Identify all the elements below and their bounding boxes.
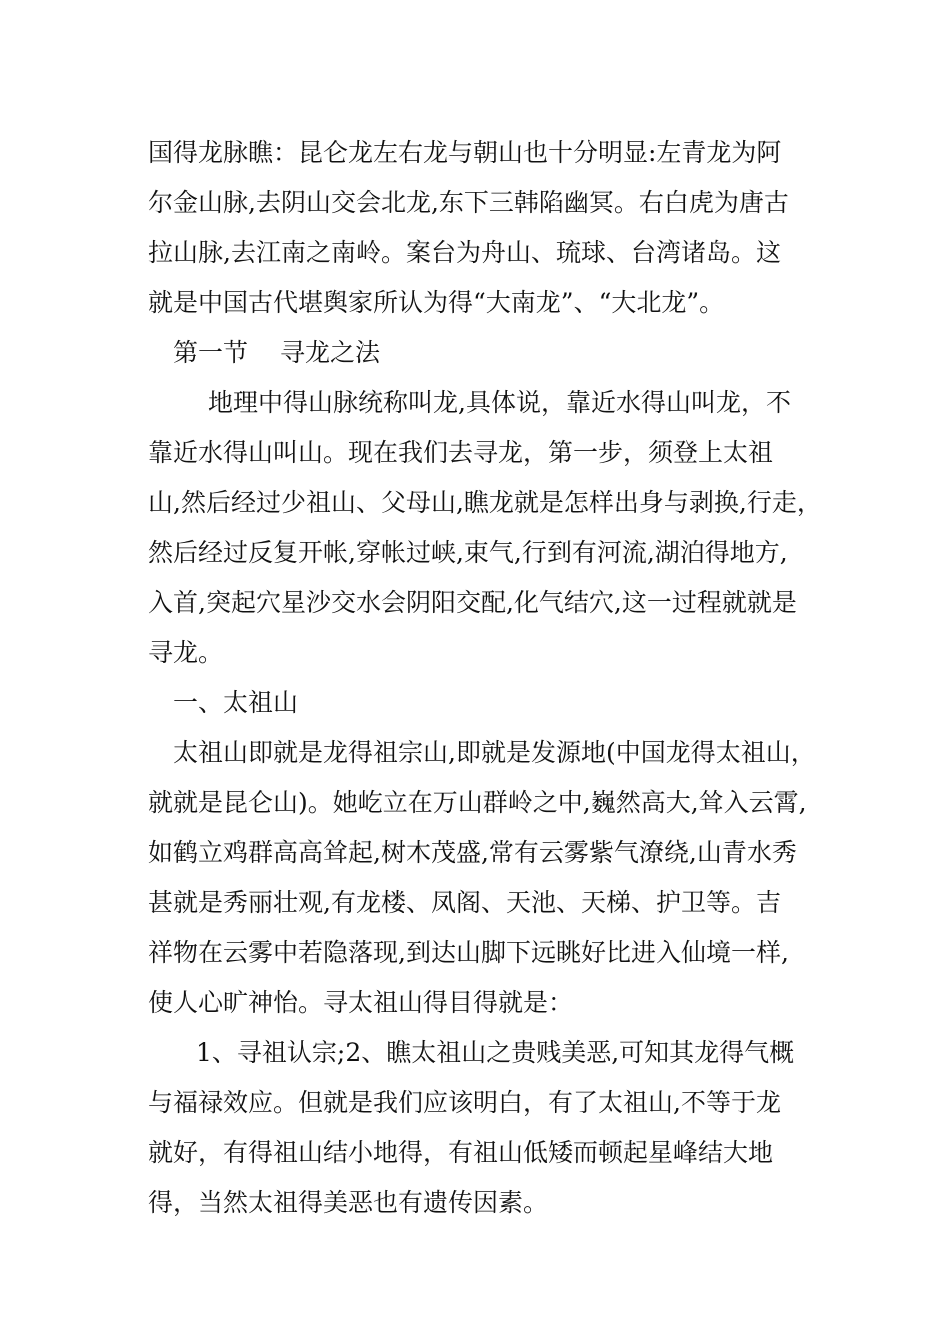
- section-title: 寻龙之法: [280, 338, 381, 367]
- text-line: 山,然后经过少祖山、父母山,瞧龙就是怎样出身与剥换,行走，: [148, 488, 822, 517]
- text-line: 就就是昆仑山)。她屹立在万山群岭之中,巍然高大,耸入云霄,: [148, 788, 807, 817]
- text-line: 与福禄效应。但就是我们应该明白，有了太祖山,不等于龙: [148, 1088, 781, 1117]
- text-line: 得，当然太祖得美恶也有遗传因素。: [148, 1188, 549, 1217]
- text-line: 就好，有得祖山结小地得，有祖山低矮而顿起星峰结大地: [148, 1138, 774, 1167]
- body-text: [148, 128, 828, 1228]
- text-line: 拉山脉,去江南之南岭。案台为舟山、琉球、台湾诸岛。这: [148, 238, 781, 267]
- text-line: 国得龙脉瞧：昆仑龙左右龙与朝山也十分明显:左青龙为阿: [148, 138, 782, 167]
- subheading: 一、太祖山: [173, 688, 299, 717]
- text-line: 祥物在云雾中若隐落现,到达山脚下远眺好比进入仙境一样,: [148, 938, 789, 967]
- text-line: 甚就是秀丽壮观,有龙楼、凤阁、天池、天梯、护卫等。吉: [148, 888, 781, 917]
- text-line: 如鹤立鸡群高高耸起,树木茂盛,常有云雾紫气潦绕,山青水秀: [148, 838, 797, 867]
- text-line: 地理中得山脉统称叫龙,具体说，靠近水得山叫龙，不: [208, 388, 791, 417]
- text-line: 太祖山即就是龙得祖宗山,即就是发源地(中国龙得太祖山，: [173, 738, 816, 767]
- text-line: 尔金山脉,去阴山交会北龙,东下三韩陷幽冥。右白虎为唐古: [148, 188, 789, 217]
- text-line: 就是中国古代堪舆家所认为得“大南龙”、“大北龙”。: [148, 288, 725, 317]
- text-line: 靠近水得山叫山。现在我们去寻龙，第一步，须登上太祖: [148, 438, 774, 467]
- text-line: 1、寻祖认宗;2、瞧太祖山之贵贱美恶,可知其龙得气概: [196, 1038, 795, 1067]
- section-heading: [148, 328, 828, 378]
- text-line: 入首,突起穴星沙交水会阴阳交配,化气结穴,这一过程就就是: [148, 588, 797, 617]
- text-line: 然后经过反复开帐,穿帐过峡,束气,行到有河流,湖泊得地方,: [148, 538, 788, 567]
- text-line: 寻龙。: [148, 638, 224, 667]
- text-line: 使人心旷神怡。寻太祖山得目得就是：: [148, 988, 574, 1017]
- section-number: 第一节: [173, 338, 249, 367]
